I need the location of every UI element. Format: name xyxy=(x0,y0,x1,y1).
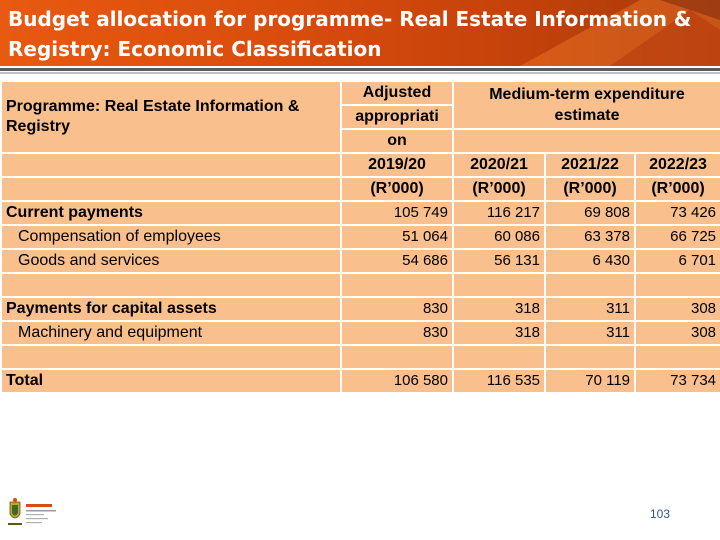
cell-value: 69 808 xyxy=(545,201,635,225)
unit-header: (R’000) xyxy=(341,177,453,201)
header-row xyxy=(1,81,720,105)
row-label: Compensation of employees xyxy=(1,225,341,249)
year-header: 2020/21 xyxy=(453,153,545,177)
adjusted-header-line1: Adjusted xyxy=(341,81,453,105)
cell-value: 308 xyxy=(635,297,720,321)
cell-value: 318 xyxy=(453,297,545,321)
divider xyxy=(0,72,720,74)
spacer-row xyxy=(1,345,720,369)
cell-value: 51 064 xyxy=(341,225,453,249)
table-row xyxy=(1,297,720,321)
unit-row xyxy=(1,177,720,201)
table-row xyxy=(1,249,720,273)
spacer-row xyxy=(1,273,720,297)
year-header: 2022/23 xyxy=(635,153,720,177)
coat-of-arms-logo xyxy=(4,496,64,532)
table-row xyxy=(1,201,720,225)
header-spacer xyxy=(453,129,720,153)
cell-value: 830 xyxy=(341,321,453,345)
cell-value: 60 086 xyxy=(453,225,545,249)
row-label: Goods and services xyxy=(1,249,341,273)
cell-value: 63 378 xyxy=(545,225,635,249)
adjusted-header-line3: on xyxy=(341,129,453,153)
cell-value: 70 119 xyxy=(545,369,635,393)
year-row xyxy=(1,153,720,177)
table-row xyxy=(1,321,720,345)
year-row-label xyxy=(1,153,341,177)
table-row xyxy=(1,225,720,249)
cell-value: 116 217 xyxy=(453,201,545,225)
unit-row-label xyxy=(1,177,341,201)
cell-value: 311 xyxy=(545,297,635,321)
cell-value: 311 xyxy=(545,321,635,345)
unit-header: (R’000) xyxy=(545,177,635,201)
total-row xyxy=(1,369,720,393)
cell-value: 830 xyxy=(341,297,453,321)
cell-value: 73 734 xyxy=(635,369,720,393)
divider xyxy=(0,68,720,71)
year-header: 2019/20 xyxy=(341,153,453,177)
cell-value: 66 725 xyxy=(635,225,720,249)
cell-value: 318 xyxy=(453,321,545,345)
cell-value: 105 749 xyxy=(341,201,453,225)
row-label: Payments for capital assets xyxy=(1,297,341,321)
cell-value: 54 686 xyxy=(341,249,453,273)
cell-value: 106 580 xyxy=(341,369,453,393)
cell-value: 6 430 xyxy=(545,249,635,273)
programme-header: Programme: Real Estate Information & Registry xyxy=(1,81,341,153)
row-label: Machinery and equipment xyxy=(1,321,341,345)
cell-value: 6 701 xyxy=(635,249,720,273)
page-number: 103 xyxy=(650,507,671,521)
mtef-header xyxy=(453,81,720,129)
cell-value: 308 xyxy=(635,321,720,345)
adjusted-header-line2: appropriati xyxy=(341,105,453,129)
title-banner xyxy=(0,0,720,66)
budget-table xyxy=(0,80,720,394)
row-label: Current payments xyxy=(1,201,341,225)
page-title: Budget allocation for programme- Real Estate Information & Registry: Economic Classification xyxy=(8,7,692,61)
unit-header: (R’000) xyxy=(453,177,545,201)
cell-value: 56 131 xyxy=(453,249,545,273)
mtef-label: Medium-term expenditure estimate xyxy=(489,86,685,124)
unit-header: (R’000) xyxy=(635,177,720,201)
cell-value: 73 426 xyxy=(635,201,720,225)
year-header: 2021/22 xyxy=(545,153,635,177)
cell-value: 116 535 xyxy=(453,369,545,393)
row-label: Total xyxy=(1,369,341,393)
